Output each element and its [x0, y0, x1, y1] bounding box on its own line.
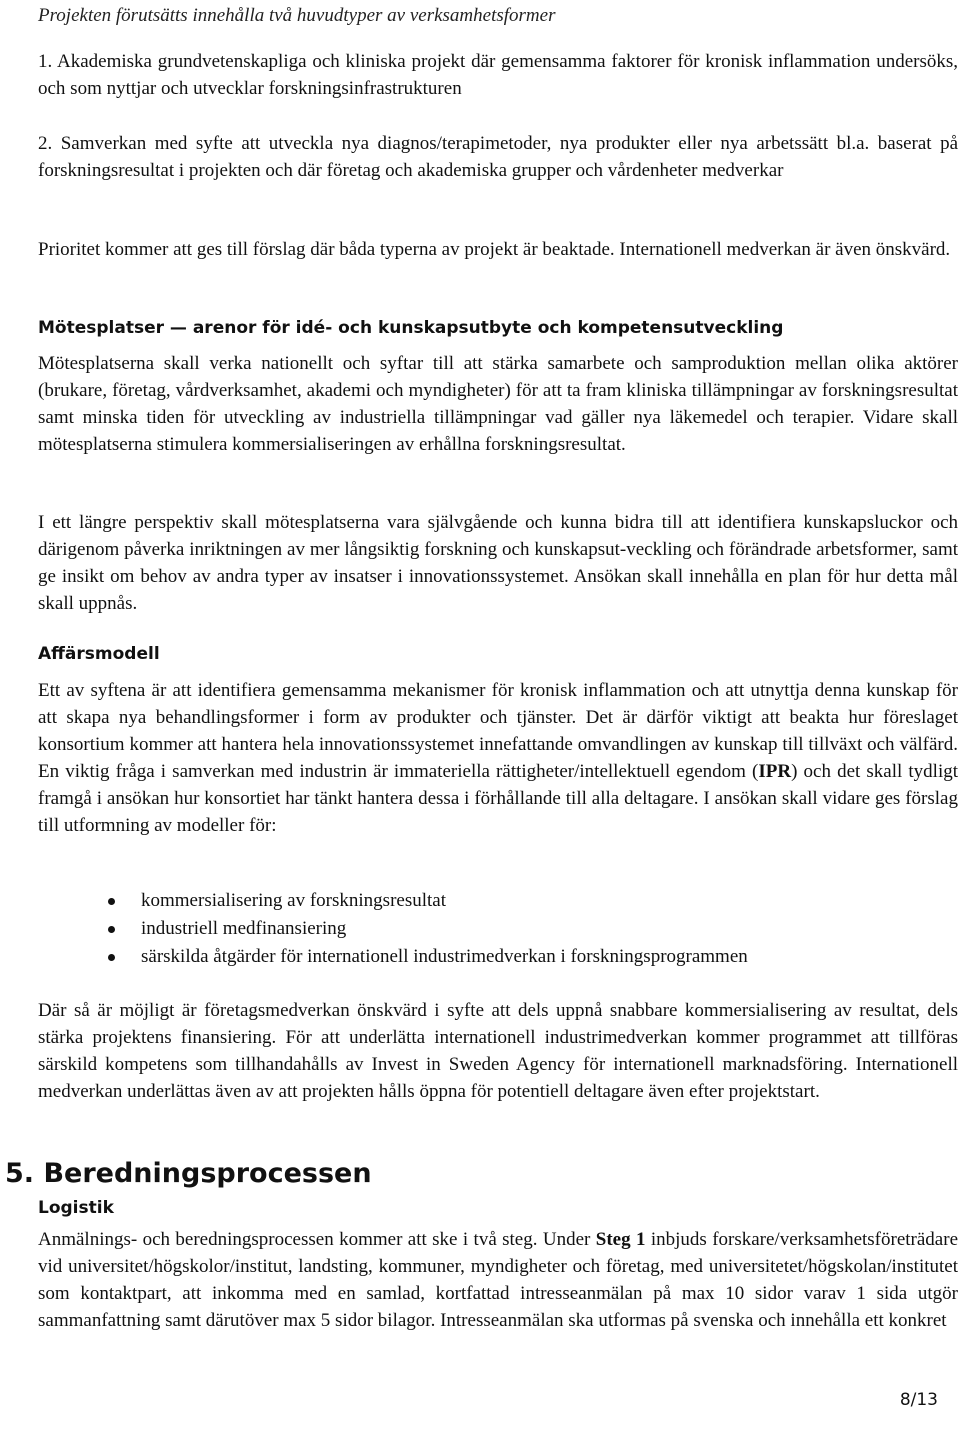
- motesplatser-paragraph-2: I ett längre perspektiv skall mötesplatserna vara självgående och kunna bidra till att identifiera kunskapsluckor och därigenom påverka inriktningen av mer långsiktig forskning och kunskapsut-veckling och förändrade arbetsformer, samt ge insikt om behov av andra typer av insatser i innovationssystemet. Ansökan skall innehålla en plan för hur detta mål skall uppnås.: [38, 512, 958, 614]
- type-1-paragraph: 1. Akademiska grundvetenskapliga och kliniska projekt där gemensamma faktorer för kronisk inflammation undersöks, och som nyttjar och utvecklar forskningsinfrastrukturen: [38, 51, 958, 99]
- affarsmodell-text-a: Ett av syftena är att identifiera gemensamma mekanismer för kronisk inflammation och att utnyttja denna kunskap för att skapa nya behandlingsformer i form av produkter och tjänster. Det är därför viktigt att beakta hur föreslaget konsortium kommer att hantera hela innovationssystemet innefattande omvandlingen av kunskap till tillväxt och välfärd. En viktig fråga i samverkan med industrin är immateriella rättigheter/intellektuell egendom (: [38, 680, 958, 782]
- logistik-text-a: Anmälnings- och beredningsprocessen kommer att ske i två steg. Under: [38, 1229, 596, 1250]
- ipr-bold: IPR: [758, 761, 792, 782]
- page-number: 8/13: [899, 1390, 938, 1410]
- bullet-icon: [108, 954, 115, 961]
- priority-paragraph: Prioritet kommer att ges till förslag där båda typerna av projekt är beaktade. Internationell medverkan är även önskvärd.: [38, 239, 951, 260]
- model-bullet-list: [38, 887, 918, 971]
- affarsmodell-paragraph-2: Där så är möjligt är företagsmedverkan önskvärd i syfte att dels uppnå snabbare kommersialisering av resultat, dels stärka projektens finansiering. För att underlätta internationell industrimedverkan kommer programmet att tillföras särskild kompetens som tillhandahålls av Invest in Sweden Agency för internationell marknadsföring. Internationell medverkan underlättas även av att projekten hålls öppna för potentiell deltagare även efter projektstart.: [38, 1000, 958, 1102]
- type-2-paragraph: 2. Samverkan med syfte att utveckla nya diagnos/terapimetoder, nya produkter eller nya arbetssätt bl.a. baserat på forskningsresultat i projekten och där företag och akademiska grupper och vårdenheter medverkar: [38, 133, 958, 181]
- affarsmodell-heading: Affärsmodell: [38, 644, 160, 664]
- list-item: industriell medfinansiering: [38, 915, 918, 943]
- logistik-paragraph: [38, 1226, 958, 1334]
- running-header: Projekten förutsätts innehålla två huvudtyper av verksamhetsformer: [38, 5, 556, 26]
- section-5-heading: 5. Beredningsprocessen: [5, 1158, 372, 1189]
- steg-1-bold: Steg 1: [595, 1229, 646, 1250]
- motesplatser-paragraph-1: Mötesplatserna skall verka nationellt och syftar till att stärka samarbete och samproduktion mellan olika aktörer (brukare, företag, vårdverksamhet, akademi och myndigheter) för att ta fram kliniska tillämpningar av forskningsresultat samt minska tiden för utveckling av industriella tillämpningar vad gäller nya läkemedel och terapier. Vidare skall mötesplatserna stimulera kommersialiseringen av erhållna forskningsresultat.: [38, 353, 958, 455]
- motesplatser-heading: Mötesplatser — arenor för idé- och kunskapsutbyte och kompetensutveckling: [38, 318, 784, 338]
- affarsmodell-text-b: ) och det skall tydligt framgå i ansökan hur konsortiet har tänkt hantera dessa i förhållande till alla deltagare. I ansökan skall vidare ges förslag till utformning av modeller för:: [38, 761, 958, 836]
- bullet-icon: [108, 926, 115, 933]
- logistik-text-b: inbjuds forskare/verksamhetsföreträdare vid universitet/högskolor/institut, landsting, kommuner, myndigheter och företag, med universitetet/högskolan/institutet som kontaktpart, att inkomma med en samlad, kortfattad intresseanmälan på max 10 sidor varav 1 sida utgör sammanfattning samt därutöver max 5 sidor bilagor. Intresseanmälan ska utformas på svenska och innehålla ett konkret: [38, 1229, 959, 1331]
- list-item: kommersialisering av forskningsresultat: [38, 887, 918, 915]
- list-item: särskilda åtgärder för internationell industrimedverkan i forskningsprogrammen: [38, 943, 918, 971]
- affarsmodell-paragraph-1: [38, 677, 958, 839]
- bullet-icon: [108, 898, 115, 905]
- logistik-heading: Logistik: [38, 1198, 114, 1218]
